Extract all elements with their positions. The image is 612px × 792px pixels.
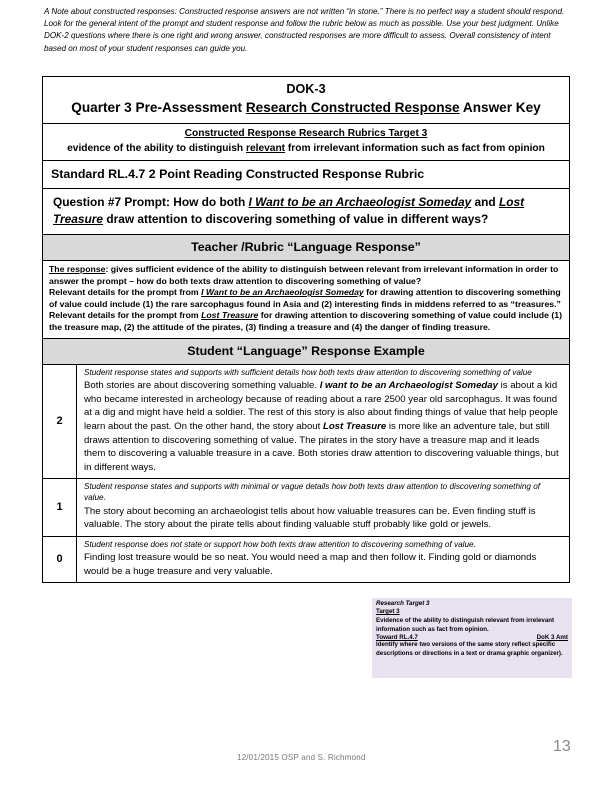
the-response-label: The response bbox=[49, 264, 106, 274]
teacher-p3-after: for drawing attention to discovering something of value could include (1) the treasure map, (2) the attitude of the pirates, (3) finding a treasure and (4) the danger of finding treasure. bbox=[49, 310, 562, 332]
answer-key-title bbox=[49, 98, 563, 117]
target-desc-before: evidence of the ability to distinguish bbox=[67, 143, 246, 154]
table-row bbox=[43, 536, 570, 583]
response-text: Both stories are about discovering something valuable. bbox=[84, 380, 320, 392]
table-row-teacher-body bbox=[43, 261, 570, 339]
target-cell bbox=[43, 124, 570, 161]
teacher-p2-before: Relevant details for the prompt from bbox=[49, 287, 202, 298]
teacher-p2-after: for drawing attention to discovering something of value could include (1) the rare sarcophagus found in Asia and (2) interesting finds in middens referred to as “treasures.” bbox=[49, 287, 561, 309]
table-row bbox=[43, 364, 570, 479]
teacher-section-header-cell bbox=[43, 235, 570, 261]
teacher-paragraph-3 bbox=[49, 310, 564, 333]
score-value: 0 bbox=[43, 536, 77, 583]
score-sample-response bbox=[84, 551, 563, 578]
teacher-p1-rest: : gives sufficient evidence of the ability to distinguish between relevant from irrelevant information in order to answer the prompt – how do both texts draw attention to discovering something of value? bbox=[49, 264, 559, 286]
note-box-dok-tag: DoK 3 Amt bbox=[536, 634, 568, 642]
teacher-p3-before: Relevant details for the prompt from bbox=[49, 310, 202, 321]
note-box-subheading-toward: Toward RL.4.7 bbox=[376, 634, 418, 642]
note-box-text-2: Identify where two versions of the same story reflect specific descriptions or directions in a text or drama graphic organizer). bbox=[376, 641, 563, 657]
table-row-standard bbox=[43, 161, 570, 189]
score-rows bbox=[43, 364, 570, 583]
student-section-header: Student “Language” Response Example bbox=[187, 343, 425, 358]
rubric-table bbox=[42, 76, 570, 583]
student-section-header-cell bbox=[43, 338, 570, 364]
target-desc-after: from irrelevant information such as fact from opinion bbox=[285, 143, 545, 154]
standard-label: Standard RL.4.7 2 Point Reading Constructed Response Rubric bbox=[51, 167, 425, 181]
intro-note: A Note about constructed responses: Constructed response answers are not written “in stone.” There is no perfect way a student should respond. Look for the general intent of the prompt and student response and follow the rubric below as much as possible. Use your best judgment. Unlike DOK-2 questions where there is one right and wrong answer, constructed responses are more difficult to assess. Overall consistency of intent based on most of your student responses can guide you. bbox=[44, 7, 565, 53]
question-prompt bbox=[53, 194, 561, 228]
note-box-text-1: Evidence of the ability to distinguish relevant from irrelevant information such as fact from opinion. bbox=[376, 617, 555, 633]
note-box-standard-row bbox=[376, 634, 568, 641]
teacher-p2-title: I Want to be an Archaeologist Someday bbox=[201, 287, 364, 298]
note-box-title: Research Target 3 bbox=[376, 600, 430, 607]
question-middle: and bbox=[471, 195, 499, 209]
table-row-target bbox=[43, 124, 570, 161]
question-title-1: I Want to be an Archaeologist Someday bbox=[248, 195, 472, 209]
question-cell bbox=[43, 189, 570, 235]
title-underlined: Research Constructed Response bbox=[245, 100, 460, 115]
score-criteria: Student response does not state or support how both texts draw attention to discovering something of value. bbox=[84, 539, 476, 549]
target-desc-relevant: relevant bbox=[245, 143, 286, 154]
question-prefix: Question #7 Prompt: How do both bbox=[53, 195, 249, 209]
standard-cell bbox=[43, 161, 570, 189]
score-value: 1 bbox=[43, 479, 77, 536]
story-title: Lost Treasure bbox=[322, 420, 387, 432]
table-row-student-header bbox=[43, 338, 570, 364]
dok-label: DOK-3 bbox=[286, 82, 326, 96]
score-sample-response bbox=[84, 379, 563, 474]
teacher-paragraph-2 bbox=[49, 287, 564, 310]
research-target-note-box bbox=[372, 598, 572, 678]
title-cell bbox=[43, 77, 570, 124]
score-sample-response bbox=[84, 505, 563, 532]
story-title: I want to be an Archaeologist Someday bbox=[319, 380, 498, 392]
score-example-cell bbox=[77, 479, 570, 536]
footer-credit: 12/01/2015 OSP and S. Richmond bbox=[237, 753, 366, 762]
target-description bbox=[49, 141, 563, 156]
target-heading: Constructed Response Research Rubrics Target 3 bbox=[184, 128, 428, 139]
score-criteria: Student response states and supports with minimal or vague details how both texts draw attention to discovering something of value. bbox=[84, 482, 541, 502]
score-example-cell bbox=[77, 364, 570, 479]
response-text: is about a kid who became interested in archeology because of reading about a rare 2500 year old sarcophagus. It was found at a dig and might have held a soldier. The rest of this story is also about finding things of value that help people learn about the past. On the other hand, the story about bbox=[84, 380, 558, 432]
table-row bbox=[43, 479, 570, 536]
title-suffix: Answer Key bbox=[459, 100, 541, 115]
question-title-2: Lost Treasure bbox=[53, 195, 525, 226]
note-box-subheading-target: Target 3 bbox=[376, 608, 400, 616]
score-value: 2 bbox=[43, 364, 77, 479]
title-prefix: Quarter 3 Pre-Assessment bbox=[71, 100, 246, 115]
teacher-paragraph-1 bbox=[49, 264, 564, 287]
table-row-question bbox=[43, 189, 570, 235]
response-text: Finding lost treasure would be so neat. You would need a map and then follow it. Finding gold or diamonds would be a huge treasure and very valuable. bbox=[84, 552, 537, 577]
page-number: 13 bbox=[553, 738, 571, 755]
table-row-teacher-header bbox=[43, 235, 570, 261]
score-criteria: Student response states and supports with sufficient details how both texts draw attention to discovering something of value bbox=[84, 367, 532, 377]
score-example-cell bbox=[77, 536, 570, 583]
teacher-body-cell bbox=[43, 261, 570, 339]
response-text: The story about becoming an archaeologist tells about how valuable treasures can be. Even finding stuff is valuable. The story about the pirate tells about finding valuable stuff probably like gold or jewels. bbox=[84, 505, 536, 531]
table-row-title bbox=[43, 77, 570, 124]
teacher-p3-title: Lost Treasure bbox=[201, 310, 259, 321]
response-text: is more like an adventure tale, but still draws attention to discovering something of value. The pirates in the story have a treasure map and it leads them to discovering a valuable treasure in a cave. Both stories draw attention to discovering valuable things, but in different ways. bbox=[84, 420, 559, 473]
question-suffix: draw attention to discovering something of value in different ways? bbox=[103, 212, 489, 226]
teacher-section-header: Teacher /Rubric “Language Response” bbox=[191, 240, 421, 254]
